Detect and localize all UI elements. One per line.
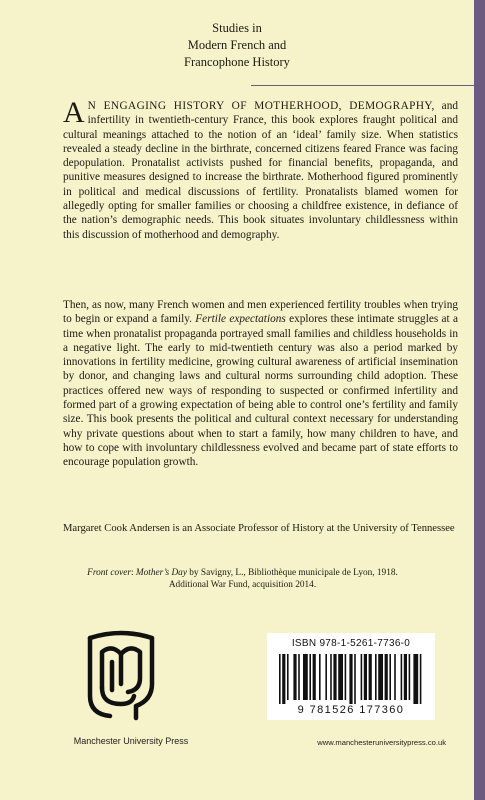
barcode-bar <box>338 654 343 700</box>
blurb-paragraph-1-text: and infertility in twentieth-century France, this book explores fraught political and cultural meanings attached to the notion of an ‘ideal’ family size. When statistics revealed a steady decline in the birthrate, concerned citizens feared France was facing depopulation. Pronatalist activists pushed for financial benefits, propaganda, and punitive measures designed to increase the birthrate. Motherhood figured prominently in political and medical discussions of fertility. Pronatalists blamed women for allegedly opting for smaller families or choosing a childfree existence, in defiance of the nation’s demographic needs. This book situates involuntary childlessness within this discussion of motherhood and demography. <box>63 100 458 241</box>
series-divider <box>251 85 474 86</box>
barcode-bar <box>282 654 285 704</box>
barcode-bar <box>287 654 289 700</box>
barcode-bars <box>279 654 423 704</box>
barcode-bar <box>279 654 281 704</box>
barcode-bar <box>349 654 352 704</box>
author-bio: Margaret Cook Andersen is an Associate Professor of History at the University of Tennessee <box>63 523 455 534</box>
barcode-bar <box>404 654 407 700</box>
drop-cap: A <box>63 96 85 129</box>
barcode-bar <box>325 654 327 700</box>
blurb-lead-caps: N ENGAGING HISTORY OF MOTHERHOOD, DEMOGRAPHY, <box>87 100 435 112</box>
barcode-bar <box>298 654 300 700</box>
barcode-bar <box>361 654 363 700</box>
barcode-panel <box>267 633 435 720</box>
cover-credit-rest: by Savigny, L., Bibliothèque municipale de Lyon, 1918. <box>186 568 398 578</box>
series-line-3: Francophone History <box>184 55 290 69</box>
cover-credit <box>0 567 485 591</box>
barcode-bar <box>369 654 372 700</box>
cover-credit-line-2: Additional War Fund, acquisition 2014. <box>168 580 317 590</box>
barcode-digits: 9 781526 177360 <box>297 704 405 716</box>
barcode-bar <box>354 654 356 704</box>
barcode-bar <box>303 654 308 700</box>
barcode-bar <box>378 654 383 700</box>
blurb-paragraph-1 <box>63 96 458 242</box>
barcode-bar <box>413 654 418 704</box>
series-line-1: Studies in <box>212 21 262 35</box>
series-title <box>0 20 474 71</box>
barcode-bar <box>409 654 411 700</box>
barcode-bar <box>319 654 321 700</box>
barcode-bar <box>309 654 311 700</box>
blurb-paragraph-2-text: explores these intimate struggles at a time when pronatalist propaganda portrayed small families and childless households in a negative light. The early to mid-twentieth century was also a period marked by innovations in fertility medicine, growing cultural awareness of artificial insemination by donor, and changing laws and cultural norms surrounding child adoption. These practices offered new ways of responding to suspected or confirmed infertility and formed part of a growing expectation of being able to control one’s fertility and family size. This book presents the political and cultural context necessary for understanding why private questions about when to start a family, how many children to have, and how to cope with involuntary childlessness evolved and became part of state efforts to encourage population growth. <box>63 313 458 469</box>
cover-credit-line-1: Front cover: Mother’s Day by Savigny, L., Bibliothèque municipale de Lyon, 1918. <box>87 568 398 578</box>
barcode-bar <box>394 654 396 700</box>
barcode-bar <box>385 654 388 700</box>
barcode-bar <box>401 654 403 700</box>
book-title-italic: Fertile expectations <box>195 313 286 326</box>
barcode-bar <box>364 654 367 700</box>
barcode-bar <box>313 654 316 700</box>
barcode-bar <box>389 654 391 700</box>
blurb-paragraph-2-start: Then, as now, many French women and men experienced fertility troubles when trying to begin or expand a family. <box>63 299 458 326</box>
blurb-paragraph-2 <box>63 298 458 470</box>
isbn-label: ISBN 978-1-5261-7736-0 <box>291 638 411 649</box>
publisher-name: Manchester University Press <box>73 736 189 746</box>
barcode-bar <box>420 654 422 704</box>
cover-credit-label: Front cover <box>87 568 131 578</box>
barcode-bar <box>375 654 377 700</box>
barcode-bar <box>293 654 296 700</box>
cover-artwork-title: Mother’s Day <box>135 568 187 578</box>
barcode-bar <box>333 654 336 700</box>
publisher-website: www.manchesteruniversitypress.co.uk <box>317 738 446 747</box>
spine-accent-strip <box>474 0 485 800</box>
mup-logo-icon <box>76 626 166 726</box>
series-line-2: Modern French and <box>187 38 287 52</box>
barcode-bar <box>330 654 332 700</box>
barcode-bar <box>345 654 347 700</box>
